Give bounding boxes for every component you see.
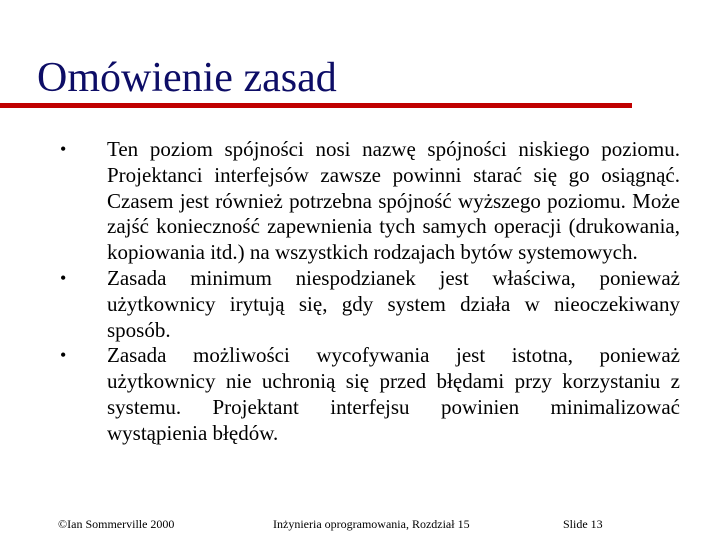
bullet-item	[60, 343, 680, 446]
bullet-list	[60, 137, 680, 447]
bullet-text: Ten poziom spójności nosi nazwę spójności niskiego poziomu. Projektanci interfejsów zawsze powinni starać się go osiągnąć. Czasem jest również potrzebna spójność wyższego poziomu. Może zajść konieczność zapewnienia tych samych operacji (drukowania, kopiowania itd.) na wszystkich rodzajach bytów systemowych.	[107, 137, 680, 265]
bullet-text: Zasada możliwości wycofywania jest istotna, ponieważ użytkownicy nie uchronią się przed błędami przy korzystaniu z systemu. Projektant interfejsu powinien minimalizować wystąpienia błędów.	[107, 343, 680, 445]
footer-course-title: Inżynieria oprogramowania, Rozdział 15	[273, 517, 470, 531]
bullet-text: Zasada minimum niespodzianek jest właściwa, ponieważ użytkownicy irytują się, gdy system działa w nieoczekiwany sposób.	[107, 265, 680, 342]
bullet-dot-icon: •	[60, 267, 67, 288]
bullet-item	[60, 137, 680, 266]
bullet-dot-icon: •	[60, 139, 67, 159]
footer-copyright: ©Ian Sommerville 2000	[58, 517, 175, 531]
slide-title: Omówienie zasad	[37, 55, 337, 101]
bullet-item	[60, 266, 680, 343]
title-underline	[0, 103, 632, 108]
bullet-dot-icon: •	[60, 345, 67, 366]
footer-slide-number: Slide 13	[563, 517, 603, 531]
